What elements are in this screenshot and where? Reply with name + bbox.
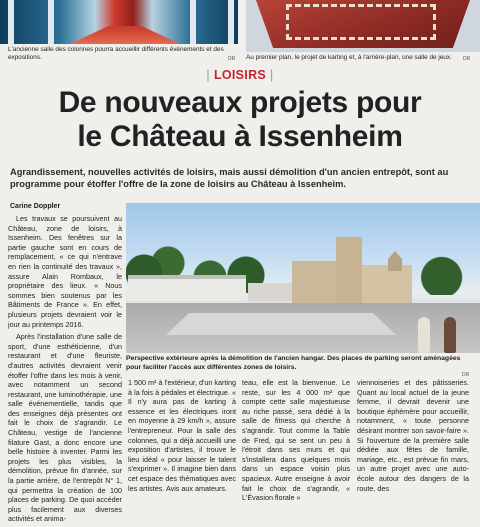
hero-credit: DR xyxy=(462,372,470,378)
body-column-3 xyxy=(242,378,350,506)
headline xyxy=(0,86,480,154)
photo-caption-right: Au premier plan, le projet de karting et, à l'arrière-plan, une salle de jeux. xyxy=(246,54,452,61)
photo-credit-right: DR xyxy=(463,56,471,62)
body-paragraph: teau, elle est la bienvenue. Le reste, sur les 4 000 m² que compte cette salle majestueuse au riche passé, sera dédié à la salle de fitness qui cherche à s'agrandir. Tout comme la Table de Fred, qui se sent un peu à l'étroit dans ses murs et qui s'installera dans quelques mois dans un espace voisin plus spacieux. Autre enseigne à avoir fait le choix de s'agrandir, « L'Évasion florale » xyxy=(242,378,350,503)
body-column-2 xyxy=(128,378,236,496)
body-paragraph: Les travaux se poursuivent au Château, zone de loisirs, à Issenheim. Des fenêtres sur la partie gauche sont en cours de remplacement, « ce qui n'entrave en rien la continuité des travaux », assure Alain Rombaux, le propriétaire des lieux. « Nous sommes bien soutenus par les Bâtiments de France ». En effet, plusieurs projets devraient voir le jour au printemps 2016. xyxy=(8,214,122,329)
body-paragraph: Après l'installation d'une salle de sport, d'une esthéticienne, d'un restaurant et d'une fleuriste, d'autres activités devraient venir étoffer l'offre dans les mois à venir, avec notamment un second restaurant, une luminothérapie, une salle événementielle, tandis que des enseignes déjà présentes ont fait le choix de s'agrandir. Le Château, vestige de l'ancienne filature Gast, a donc encore une belle histoire à inventer. Parmi les projets les plus visibles, la démolition, prévue fin d'année, sur la partie arrière, de l'entrepôt N° 1, qui permettra la création de 100 places de parking. De quoi accéder plus facilement aux diverses activités et anima- xyxy=(8,332,122,524)
body-column-1 xyxy=(8,214,122,527)
body-column-4 xyxy=(357,378,469,496)
section-kicker: | LOISIRS | xyxy=(206,68,274,82)
hero-image-perspective xyxy=(126,203,480,353)
body-paragraph: viennoiseries et des pâtisseries. Quant au local actuel de la jeune femme, il devrait devenir une boutique éphémère pour accueillir, notamment, « toute personne désirant montrer son savoir-faire ». Si l'ouverture de la première salle dédiée aux fêtes de famille, mariage, etc., est prévue fin mars, un autre projet avec une auto-école autour des dangers de la route, des xyxy=(357,378,469,493)
lede: Agrandissement, nouvelles activités de loisirs, mais aussi démolition d'un ancien entrepôt, sont au programme pour étoffer l'offre de la zone de loisirs au Château à Issenheim. xyxy=(10,167,449,189)
hero-caption: Perspective extérieure après la démolition de l'ancien hangar. Des places de parking seront aménagées pour faciliter l'accès aux différentes zones de loisirs. xyxy=(126,355,461,371)
author-byline: Carine Doppler xyxy=(10,203,61,210)
photo-caption-left: L'ancienne salle des colonnes pourra accueillir différents événements et des expositions. xyxy=(8,46,224,61)
headline-line-1: De nouveaux projets pour xyxy=(58,86,422,119)
headline-line-2: le Château à Issenheim xyxy=(77,120,403,153)
photo-karting-projet xyxy=(246,0,480,52)
photo-salle-colonnes xyxy=(0,0,238,44)
photo-credit-left: DR xyxy=(228,56,236,62)
body-paragraph: 1 500 m² à l'extérieur, d'un karting à la fois à pédales et électrique. « Il n'y aura pas de karting à essence et les électriques iront en moyenne à 29 km/h », assure l'entrepreneur. Pour la salle des colonnes, qui a déjà accueilli une exposition d'artistes, il trouve le lieu idéal « pour laisser le talent s'exprimer ». Il imagine bien dans cet espace des thématiques avec les artistes. Avis aux amateurs. xyxy=(128,378,236,493)
